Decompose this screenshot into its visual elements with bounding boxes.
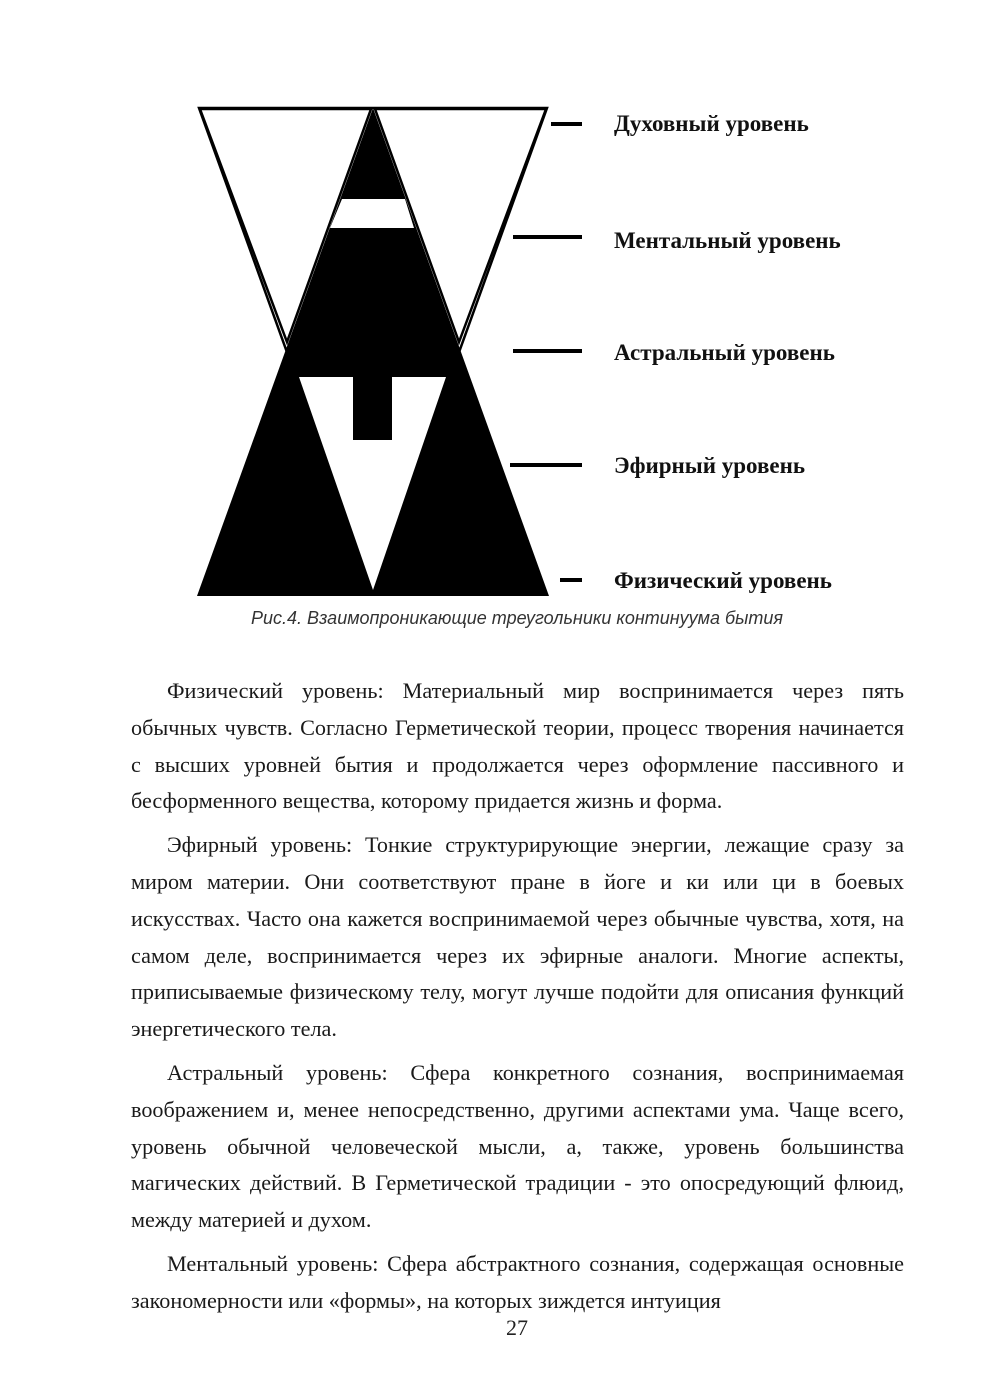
figure-caption: Рис.4. Взаимопроникающие треугольники континуума бытия — [250, 608, 784, 628]
level-label-physical: Физический уровень — [614, 568, 832, 593]
mental-band — [330, 199, 414, 228]
triangles-figure — [0, 0, 1000, 640]
interpenetrating-triangles-diagram — [0, 0, 1000, 640]
paragraph-physical: Физический уровень: Материальный мир воспринимается через пять обычных чувств. Согласно Герметической теории, процесс творения начинается с высших уровней бытия и продолжается через оформление пассивного и бесформенного вещества, которому придается жизнь и форма. — [131, 678, 904, 814]
level-label-etheric: Эфирный уровень — [614, 453, 806, 478]
paragraph-astral: Астральный уровень: Сфера конкретного сознания, воспринимаемая воображением и, менее непосредственно, другими аспектами ума. Чаще всего, уровень обычной человеческой мысли, а, также, уровень большинства магических действий. В Герметической традиции - это опосредующий флюид, между материей и духом. — [131, 1059, 904, 1233]
black-stem — [353, 372, 392, 440]
page-number: 27 — [506, 1315, 528, 1340]
level-label-astral: Астральный уровень — [614, 340, 835, 365]
body-text — [131, 673, 904, 1327]
level-label-mental: Ментальный уровень — [614, 228, 841, 253]
level-label-spiritual: Духовный уровень — [614, 111, 809, 136]
paragraph-etheric: Эфирный уровень: Тонкие структурирующие энергии, лежащие сразу за миром материи. Они соответствуют пране в йоге и ки или ци в боевых искусствах. Часто она кажется воспринимаемой через обычные чувства, хотя, на самом деле, воспринимается через их эфирные аналоги. Многие аспекты, приписываемые физическому телу, могут лучше подойти для описания функций энергетического тела. — [131, 832, 904, 1042]
paragraph-mental: Ментальный уровень: Сфера абстрактного сознания, содержащая основные закономерности или «формы», на которых зиждется интуиция — [131, 1250, 904, 1313]
